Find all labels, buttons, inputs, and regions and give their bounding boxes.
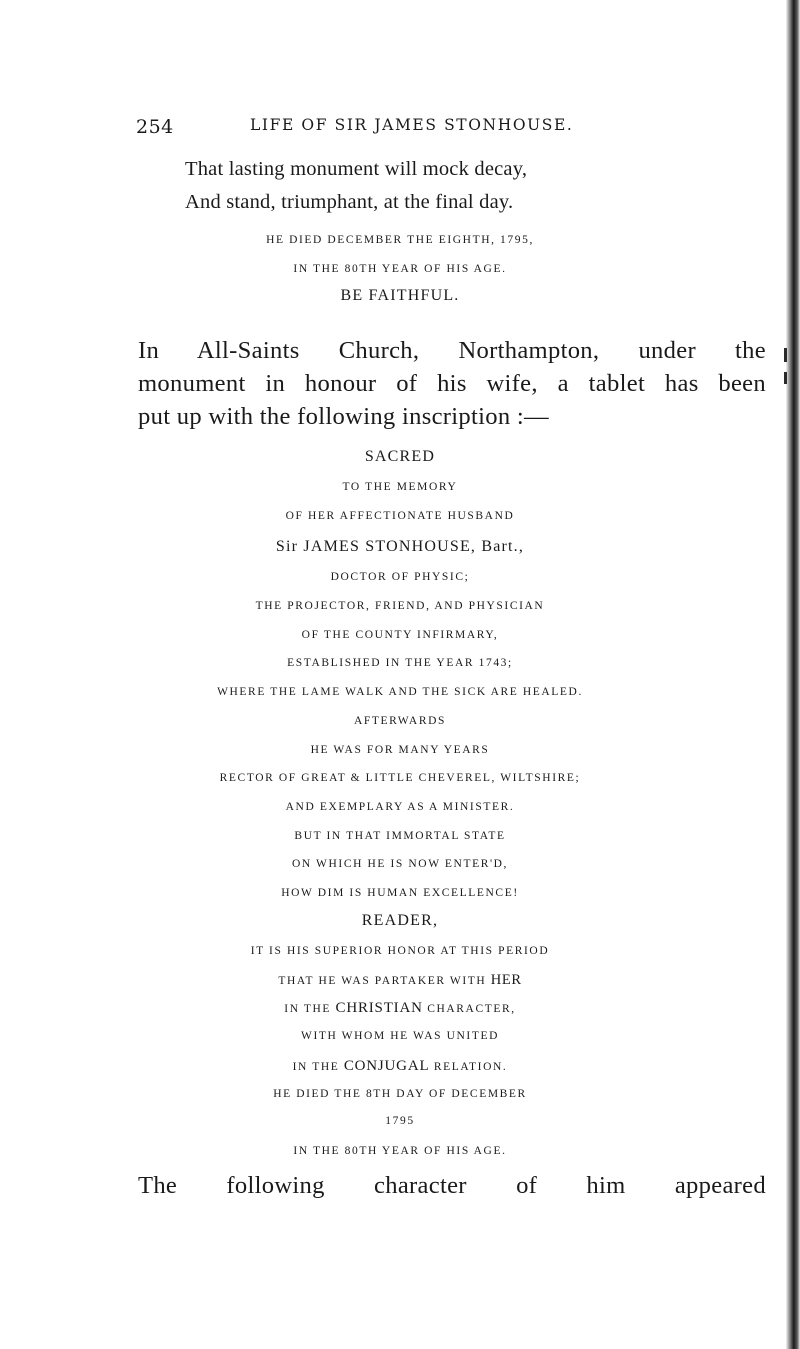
name-bart: Bart., (481, 538, 525, 555)
running-head: LIFE OF SIR JAMES STONHOUSE. (250, 116, 574, 134)
inscription-line: AND EXEMPLARY AS A MINISTER. (285, 801, 515, 813)
name-sir: Sir (275, 538, 299, 555)
inscription-line: WHERE THE LAME WALK AND THE SICK ARE HEALED. (217, 686, 583, 698)
inscription-emphasis: CHRISTIAN (335, 1000, 423, 1016)
inscription-reader: READER, (361, 912, 439, 929)
inscription-name (0, 538, 800, 556)
epitaph-motto: BE FAITHFUL. (340, 287, 460, 304)
inscription-line (0, 1000, 800, 1017)
inscription-line: HE DIED THE 8TH DAY OF DECEMBER (273, 1088, 527, 1100)
inscription-text: IN THE (284, 1003, 332, 1015)
inscription-text: RELATION. (433, 1061, 508, 1073)
inscription-line: THE PROJECTOR, FRIEND, AND PHYSICIAN (255, 600, 545, 612)
inscription-text: THAT HE WAS PARTAKER WITH (278, 975, 487, 987)
inscription-line: ESTABLISHED IN THE YEAR 1743; (287, 657, 513, 669)
inscription-line: HOW DIM IS HUMAN EXCELLENCE! (281, 887, 519, 899)
page-number: 254 (136, 116, 174, 138)
inscription-line: OF THE COUNTY INFIRMARY, (301, 629, 499, 641)
name-main: JAMES STONHOUSE, (303, 538, 477, 555)
paragraph-line: monument in honour of his wife, a tablet has been (138, 370, 766, 397)
inscription-text: IN THE (292, 1061, 340, 1073)
inscription-line (0, 972, 800, 989)
inscription-text: CHARACTER, (427, 1003, 516, 1015)
inscription-emphasis: CONJUGAL (343, 1058, 430, 1074)
inscription-line: DOCTOR OF PHYSIC; (330, 571, 470, 583)
inscription-line: IT IS HIS SUPERIOR HONOR AT THIS PERIOD (250, 945, 550, 957)
inscription-emphasis: HER (490, 972, 522, 988)
inscription-line: RECTOR OF GREAT & LITTLE CHEVEREL, WILTSHIRE; (219, 772, 581, 784)
inscription-line: TO THE MEMORY (342, 481, 458, 493)
inscription-line: ON WHICH HE IS NOW ENTER'D, (291, 858, 509, 870)
epitaph-death-line: HE DIED DECEMBER THE EIGHTH, 1795, (266, 234, 534, 246)
page-edge-mark (784, 348, 787, 362)
verse-line: And stand, triumphant, at the final day. (185, 191, 514, 213)
page-header (136, 116, 656, 140)
page-edge-mark (784, 372, 787, 384)
inscription-line: HE WAS FOR MANY YEARS (310, 744, 490, 756)
epitaph-age-line: IN THE 80TH YEAR OF HIS AGE. (293, 263, 507, 275)
inscription-sacred: SACRED (364, 448, 436, 465)
inscription-line (0, 1058, 800, 1075)
paragraph-line: In All-Saints Church, Northampton, under the (138, 337, 766, 364)
inscription-line: OF HER AFFECTIONATE HUSBAND (285, 510, 515, 522)
verse-line: That lasting monument will mock decay, (185, 158, 528, 180)
inscription-line: BUT IN THAT IMMORTAL STATE (294, 830, 506, 842)
paragraph-line: put up with the following inscription :— (138, 403, 549, 430)
inscription-line: WITH WHOM HE WAS UNITED (301, 1030, 499, 1042)
closing-line: The following character of him appeared (138, 1172, 766, 1199)
inscription-year: 1795 (385, 1115, 415, 1127)
inscription-line: AFTERWARDS (353, 715, 447, 727)
inscription-line: IN THE 80TH YEAR OF HIS AGE. (293, 1145, 507, 1157)
